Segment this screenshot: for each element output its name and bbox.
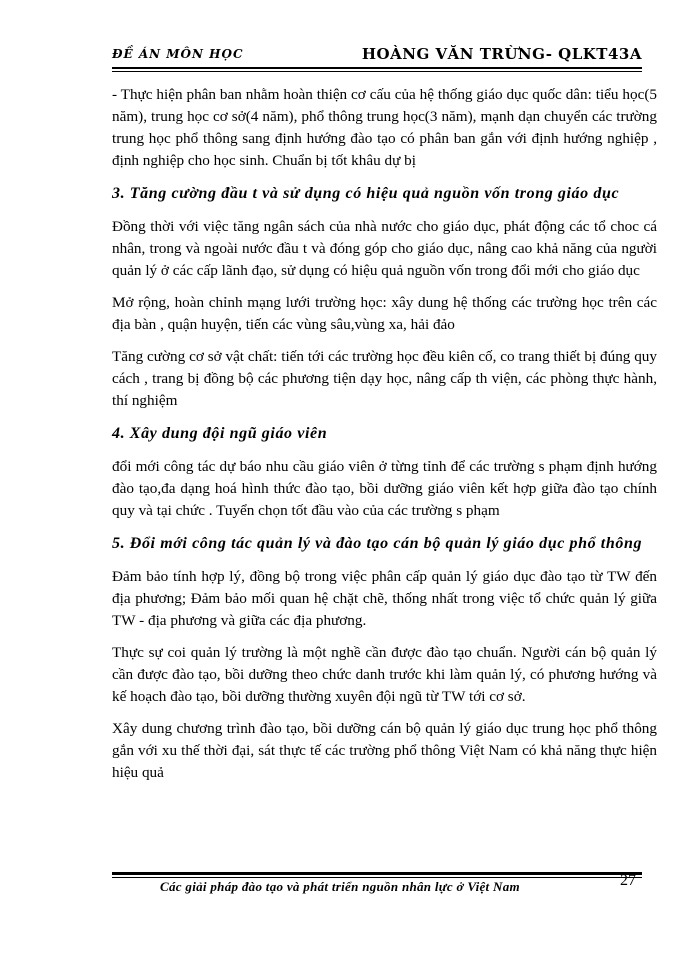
header-author: HOÀNG VĂN TRỪNG- QLKT43A: [361, 45, 642, 63]
header-rule: [112, 67, 642, 69]
paragraph: Tăng cường cơ sở vật chất: tiến tới các trường học đều kiên cố, co trang thiết bị đúng quy cách , trang bị đồng bộ các phương tiện dạy học, nâng cấp th viện, các phòng thực hành, thí nghiệm: [112, 348, 657, 409]
section-heading-5: 5. Đổi mới công tác quản lý và đào tạo cán bộ quản lý giáo dục phổ thông: [112, 535, 643, 552]
paragraph: - Thực hiện phân ban nhằm hoàn thiện cơ cấu của hệ thống giáo dục quốc dân: tiểu học(5 năm), trung học cơ sở(4 năm), phổ thông trung học(3 năm), mạnh dạn chuyển các trường trung học phổ thông sang định hướng đào tạo có phân ban gắn với định hướng nghiệp , định nghiệp cho học sinh. Chuẩn bị tốt khâu dự bị: [112, 86, 657, 169]
footer-rule-thin: [112, 877, 642, 878]
footer-rule: [112, 872, 642, 875]
page-body: [112, 84, 657, 794]
section-heading-4: 4. Xây dung đội ngũ giáo viên: [112, 425, 328, 442]
page-header: [112, 47, 642, 65]
page-number: 27: [620, 872, 636, 889]
paragraph: Thực sự coi quản lý trường là một nghề cần được đào tạo chuẩn. Người cán bộ quản lý cần được đào tạo, bồi dưỡng theo chức danh trước khi làm quản lý, có phương hướng và kế hoạch đào tạo, bồi dưỡng thường xuyên đội ngũ từ TW tới cơ sở.: [112, 644, 657, 705]
paragraph: Xây dung chương trình đào tạo, bồi dưỡng cán bộ quản lý giáo dục trung học phổ thông gắn với xu thế thời đại, sát thực tế các trường phổ thông Việt Nam có khả năng thực hiện hiệu quả: [112, 720, 657, 781]
paragraph: Đảm bảo tính hợp lý, đồng bộ trong việc phân cấp quản lý giáo dục đào tạo từ TW đến địa phương; Đảm bảo mối quan hệ chặt chẽ, thống nhất trong việc tổ chức quản lý giữa TW - địa phương và giữa các địa phương.: [112, 568, 657, 629]
footer-title: Các giải pháp đào tạo và phát triển nguồn nhân lực ở Việt Nam: [160, 879, 520, 894]
header-course-title: ĐỀ ÁN MÔN HỌC: [112, 47, 244, 61]
section-heading-3: 3. Tăng cường đầu t và sử dụng có hiệu quả nguồn vốn trong giáo dục: [112, 185, 620, 202]
paragraph: Mở rộng, hoàn chỉnh mạng lưới trường học: xây dung hệ thống các trường học trên các địa bàn , quận huyện, tiến các vùng sâu,vùng xa, hải đảo: [112, 294, 657, 333]
paragraph: đổi mới công tác dự báo nhu cầu giáo viên ở từng tỉnh để các trường s phạm định hướng đào tạo,đa dạng hoá hình thức đào tạo, bồi dưỡng giáo viên kết hợp giữa đào tạo chính quy và tại chức . Tuyển chọn tốt đầu vào của các trường s phạm: [112, 458, 657, 519]
header-rule-thin: [112, 71, 642, 72]
paragraph: Đồng thời với việc tăng ngân sách của nhà nước cho giáo dục, phát động các tổ choc cá nhân, trong và ngoài nước đầu t và đóng góp cho giáo dục, nâng cao khả năng của người quản lý ở các cấp lãnh đạo, sử dụng có hiệu quả nguồn vốn trong đổi mới cho giáo dục: [112, 218, 657, 279]
